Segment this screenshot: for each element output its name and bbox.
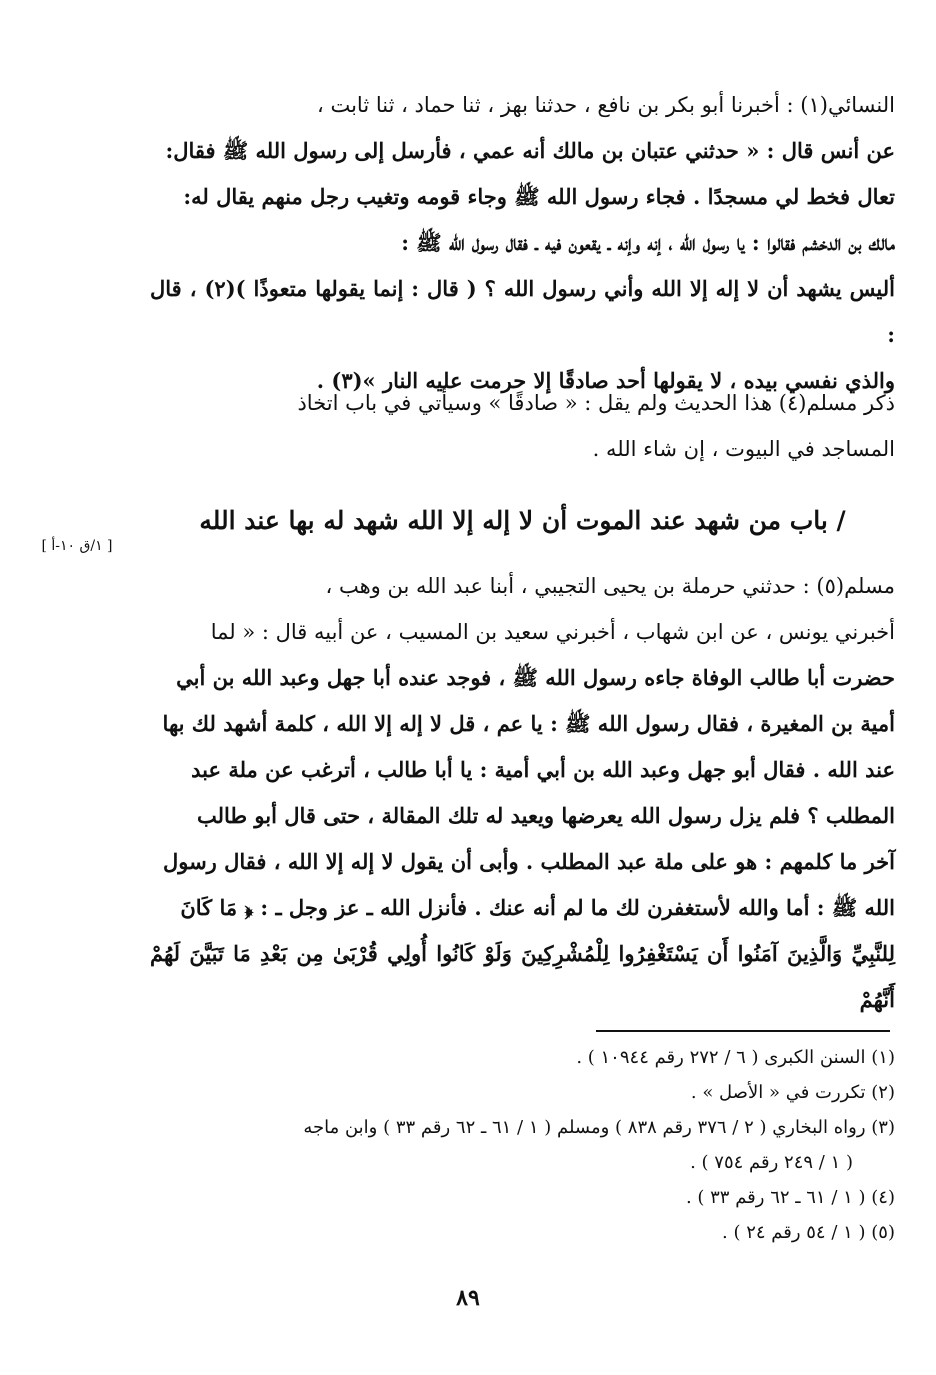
- text-line: والذي نفسي بيده ، لا يقولها أحد صادقًا إلا حرمت عليه النار »(٣) .: [316, 368, 895, 393]
- text-line: الله ﷺ : أما والله لأستغفرن لك ما لم أنه عنك . فأنزل الله ـ عز وجل ـ : ﴿ مَا كَانَ: [180, 895, 895, 920]
- text-line: حضرت أبا طالب الوفاة جاءه رسول الله ﷺ ، فوجد عنده أبا جهل وعبد الله بن أبي: [176, 665, 895, 690]
- text-line: عن أنس قال : « حدثني عتبان بن مالك أنه عمي ، فأرسل إلى رسول الله ﷺ فقال:: [165, 138, 895, 163]
- text-line: عند الله . فقال أبو جهل وعبد الله بن أبي أمية : يا أبا طالب ، أترغب عن ملة عبد: [191, 757, 895, 782]
- text-line: النسائي(١) : أخبرنا أبو بكر بن نافع ، حدثنا بهز ، ثنا حماد ، ثنا ثابت ،: [317, 93, 895, 117]
- footnote-3-continued: ( ١ / ٢٤٩ رقم ٧٥٤ ) .: [690, 1152, 853, 1173]
- text-line: ذكر مسلم(٤) هذا الحديث ولم يقل : « صادقًا » وسيأتي في باب اتخاذ: [297, 391, 895, 415]
- text-line: مسلم(٥) : حدثني حرملة بن يحيى التجيبي ، أبنا عبد الله بن وهب ،: [325, 574, 895, 598]
- footnote-3: (٣) رواه البخاري ( ٢ / ٣٧٦ رقم ٨٣٨ ) ومسلم ( ١ / ٦١ ـ ٦٢ رقم ٣٣ ) وابن ماجه: [303, 1117, 895, 1138]
- manuscript-folio-reference: [ ١/ق ١٠-أ ]: [41, 538, 113, 554]
- text-line: مالك بن الدخشم فقالوا : يا رسول الله ، إنه وإنه ـ يقعون فيه ـ فقال رسول الله ﷺ :: [401, 230, 895, 255]
- text-line: أخبرني يونس ، عن ابن شهاب ، أخبرني سعيد بن المسيب ، عن أبيه قال : « لما: [210, 620, 895, 644]
- footnote-4: (٤) ( ١ / ٦١ ـ ٦٢ رقم ٣٣ ) .: [685, 1187, 895, 1208]
- paragraph-nasai-hadith: [150, 82, 895, 404]
- text-line: آخر ما كلمهم : هو على ملة عبد المطلب . وأبى أن يقول لا إله إلا الله ، فقال رسول: [162, 849, 895, 874]
- text-line: أليس يشهد أن لا إله إلا الله وأني رسول الله ؟ ( قال : إنما يقولها متعوذًا )(٢) ، قال :: [150, 276, 895, 347]
- text-line: المطلب ؟ فلم يزل رسول الله يعرضها ويعيد له تلك المقالة ، حتى قال أبو طالب: [196, 803, 895, 828]
- footnote-2: (٢) تكررت في « الأصل » .: [690, 1082, 895, 1103]
- footnote-5: (٥) ( ١ / ٥٤ رقم ٢٤ ) .: [722, 1222, 895, 1243]
- text-line: المساجد في البيوت ، إن شاء الله .: [592, 437, 895, 461]
- paragraph-muslim-note: [150, 380, 895, 472]
- paragraph-muslim-hadith: [150, 563, 895, 1023]
- footnotes: [150, 1040, 895, 1250]
- text-line: تعال فخط لي مسجدًا . فجاء رسول الله ﷺ وجاء قومه وتغيب رجل منهم يقال له:: [183, 184, 895, 209]
- quran-verse-line: لِلنَّبِيِّ وَالَّذِينَ آمَنُوا أَن يَسْتَغْفِرُوا لِلْمُشْرِكِينَ وَلَوْ كَانُوا أُولِي قُرْبَىٰ مِن بَعْدِ مَا تَبَيَّنَ لَهُمْ أَنَّهُمْ: [150, 941, 895, 1012]
- text-line: أمية بن المغيرة ، فقال رسول الله ﷺ : يا عم ، قل لا إله إلا الله ، كلمة أشهد لك بها: [162, 711, 895, 736]
- page-number: ٨٩: [456, 1285, 480, 1311]
- chapter-heading: / باب من شهد عند الموت أن لا إله إلا الله شهد له بها عند الله: [199, 506, 846, 535]
- footnote-divider: [596, 1030, 890, 1032]
- footnote-1: (١) السنن الكبرى ( ٦ / ٢٧٢ رقم ١٠٩٤٤ ) .: [576, 1047, 895, 1068]
